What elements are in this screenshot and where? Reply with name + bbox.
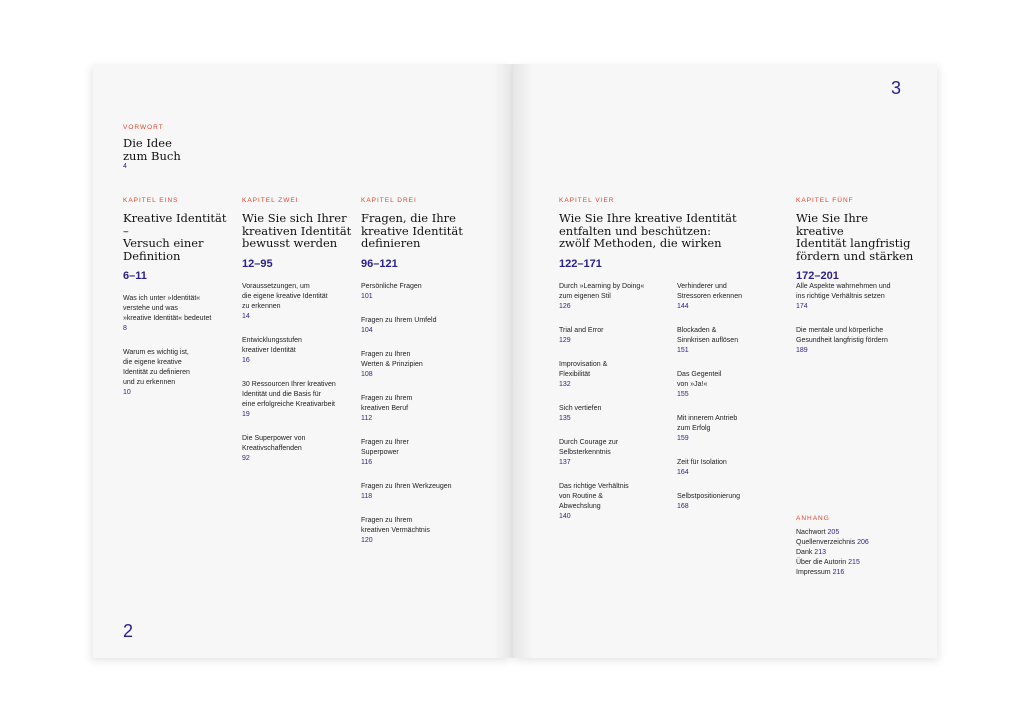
chapter-title-line: Fragen, die Ihre (361, 211, 456, 225)
chapter-label: KAPITEL DREI (361, 197, 417, 204)
anhang-item (796, 538, 916, 548)
toc-entry (677, 370, 787, 400)
anhang-item-page: 215 (848, 559, 860, 566)
toc-entry-text: die eigene kreative Identität (242, 292, 328, 300)
toc-entry-text: Sich vertiefen (559, 405, 602, 412)
toc-entry-text: Das richtige Verhältnis (559, 483, 629, 490)
chapter-2 (242, 197, 354, 464)
toc-entry-text: Fragen zu Ihrer (361, 438, 409, 446)
anhang-list (796, 528, 916, 578)
toc-entry-text: Was ich unter »Identität« (123, 295, 201, 302)
toc-entry-text: Sinnkrisen auflösen (677, 337, 739, 344)
toc-entry-text: von »Ja!« (677, 381, 708, 388)
chapter-range: 12–95 (242, 257, 273, 270)
toc-entry-text: Fragen zu Ihrem (361, 394, 413, 402)
toc-entry-text: Mit innerem Antrieb (677, 415, 738, 422)
kapitel-fuenf-list (796, 282, 921, 356)
toc-entry (361, 350, 473, 380)
chapter-1 (123, 197, 235, 398)
anhang-label: ANHANG (796, 515, 830, 522)
toc-entry-text: Warum es wichtig ist, (123, 349, 189, 356)
anhang-item (796, 548, 916, 558)
toc-entry-text: von Routine & (559, 493, 603, 500)
toc-entry-text: Die Superpower von (242, 434, 306, 442)
toc-entry-page: 129 (559, 337, 571, 344)
toc-entry-text: zum Erfolg (677, 425, 711, 432)
toc-entry-page: 108 (361, 370, 373, 378)
toc-entry-page: 155 (677, 391, 689, 398)
anhang-item-page: 205 (827, 529, 840, 536)
toc-entry (796, 326, 921, 356)
toc-entry-text: Das Gegenteil (677, 371, 722, 378)
toc-entry (559, 404, 669, 424)
kapitel-fuenf-header (796, 197, 916, 282)
toc-entry-page: 189 (796, 347, 808, 354)
toc-entry-text: Stressoren erkennen (677, 293, 742, 300)
toc-entry-page: 140 (559, 513, 571, 520)
toc-entry-page: 132 (559, 381, 571, 388)
toc-entry-text: Werten & Prinzipien (361, 360, 423, 368)
anhang-item-page: 213 (814, 549, 826, 556)
toc-entry-text: Zeit für Isolation (677, 459, 727, 466)
toc-entry-text: Verhinderer und (677, 283, 727, 290)
anhang-item-text: Quellenverzeichnis (796, 539, 856, 546)
toc-entry-text: Fragen zu Ihrem Umfeld (361, 316, 437, 324)
chapter-title-line: Kreative Identität – (123, 211, 227, 238)
anhang-item-page: 216 (832, 569, 845, 576)
chapter-title (123, 212, 235, 262)
chapter-title-line: definieren (361, 236, 421, 250)
toc-entry (677, 326, 787, 356)
toc-entry-text: Persönliche Fragen (361, 282, 422, 290)
toc-entry-text: ins richtige Verhältnis setzen (796, 293, 885, 300)
toc-entry (677, 458, 787, 478)
toc-entry (677, 414, 787, 444)
vorwort-title: Die Idee zum Buch (123, 136, 181, 163)
chapter-range: 96–121 (361, 257, 398, 270)
book-gutter (493, 64, 533, 658)
chapter-title-line: Definition (123, 248, 181, 263)
toc-entry-text: Improvisation & (559, 361, 608, 368)
anhang-item-text: Über die Autorin (796, 559, 847, 566)
kapitel-fuenf-range: 172–201 (796, 270, 839, 282)
toc-entry-page: 10 (123, 389, 131, 396)
chapter-title (361, 212, 473, 250)
toc-entry-page: 14 (242, 312, 250, 320)
chapter-title-line: Versuch einer (123, 236, 204, 250)
toc-entry (361, 438, 473, 468)
toc-entry (242, 434, 354, 464)
toc-entry-text: Identität und die Basis für (242, 390, 321, 398)
toc-entry-text: Selbstpositionierung (677, 493, 741, 500)
toc-entry (361, 482, 473, 502)
toc-entry-text: Alle Aspekte wahrnehmen und (796, 283, 891, 290)
toc-entry-page: 151 (677, 347, 689, 354)
toc-entry-page: 16 (242, 356, 250, 364)
anhang-item-text: Dank (796, 549, 813, 556)
anhang-item-text: Impressum (796, 569, 831, 576)
toc-entry-text: zum eigenen Stil (559, 293, 611, 300)
toc-entry-text: Durch Courage zur (559, 439, 619, 446)
toc-entry-text: eine erfolgreiche Kreativarbeit (242, 400, 335, 408)
toc-entry-page: 19 (242, 410, 250, 418)
toc-entry-text: »kreative Identität« bedeutet (123, 315, 212, 322)
anhang-item (796, 558, 916, 568)
toc-entry-page: 118 (361, 492, 373, 500)
vorwort-label: VORWORT (123, 124, 164, 131)
anhang-item-text: Nachwort (796, 529, 826, 536)
toc-entry (559, 282, 669, 312)
chapter-label: KAPITEL ZWEI (242, 197, 299, 204)
toc-entry-text: Blockaden & (677, 327, 717, 334)
toc-entry (361, 316, 473, 336)
toc-entry-page: 174 (796, 303, 808, 310)
kapitel-vier-header (559, 197, 779, 270)
toc-entry (559, 360, 669, 390)
chapter-title-line: Wie Sie sich Ihrer (242, 211, 347, 225)
toc-entry-text: die eigene kreative (123, 359, 182, 366)
chapter-title-line: bewusst werden (242, 236, 338, 250)
toc-entry-page: 135 (559, 415, 571, 422)
toc-entry-text: Durch »Learning by Doing« (559, 283, 645, 290)
toc-entry-page: 92 (242, 454, 250, 462)
toc-entry (559, 482, 669, 522)
toc-entry-text: verstehe und was (123, 305, 178, 312)
toc-entry-text: Abwechslung (559, 503, 601, 510)
kapitel-vier-title: Wie Sie Ihre kreative Identität entfalten und beschützen: zwölf Methoden, die wirken (559, 211, 737, 250)
toc-entry (123, 348, 235, 398)
toc-entry-page: 164 (677, 469, 689, 476)
toc-entry (242, 380, 354, 420)
toc-entry-text: Identität zu definieren (123, 369, 190, 376)
toc-entry-text: 30 Ressourcen Ihrer kreativen (242, 380, 336, 388)
anhang-item (796, 528, 916, 538)
toc-entry-page: 104 (361, 326, 373, 334)
kapitel-fuenf-label: KAPITEL FÜNF (796, 197, 854, 204)
toc-entry-page: 159 (677, 435, 689, 442)
toc-entry-page: 101 (361, 292, 373, 300)
toc-entry-page: 8 (123, 325, 127, 332)
chapter-title (242, 212, 354, 250)
toc-entry-page: 120 (361, 536, 373, 544)
toc-entry (361, 394, 473, 424)
toc-entry-text: kreativen Vermächtnis (361, 526, 430, 534)
anhang-item-page: 206 (857, 539, 869, 546)
toc-entry-text: Selbsterkenntnis (559, 449, 611, 456)
toc-entry-page: 168 (677, 503, 689, 510)
toc-entry-text: Fragen zu Ihren Werkzeugen (361, 482, 452, 490)
toc-entry (796, 282, 921, 312)
toc-entry-text: Flexibilität (559, 371, 591, 378)
toc-entry (361, 516, 473, 546)
toc-entry (559, 326, 669, 346)
anhang-item (796, 568, 916, 578)
toc-entry (559, 438, 669, 468)
toc-entry-page: 112 (361, 414, 373, 422)
toc-entry-page: 116 (361, 458, 373, 466)
toc-entry-text: zu erkennen (242, 302, 281, 310)
kapitel-vier-range: 122–171 (559, 257, 602, 270)
toc-entry-text: Fragen zu Ihren (361, 350, 411, 358)
toc-entry-page: 126 (559, 303, 571, 310)
vorwort-section (123, 124, 233, 172)
toc-entry (123, 294, 235, 334)
page-number-right: 3 (891, 78, 902, 98)
toc-entry-text: Die mentale und körperliche (796, 327, 884, 334)
toc-entry-text: Superpower (361, 448, 399, 456)
toc-entry (677, 282, 787, 312)
chapter-label: KAPITEL EINS (123, 197, 179, 204)
toc-entry-text: und zu erkennen (123, 379, 176, 386)
kapitel-fuenf-title: Wie Sie Ihre kreative Identität langfristig fördern und stärken (796, 211, 914, 263)
toc-entry-text: Entwicklungsstufen (242, 336, 302, 344)
toc-entry-text: Kreativschaffenden (242, 444, 302, 452)
toc-entry-text: Fragen zu Ihrem (361, 516, 413, 524)
anhang-section (796, 515, 916, 578)
toc-entry (242, 282, 354, 322)
page-number-left: 2 (123, 621, 134, 641)
kapitel-vier-list-a (559, 282, 669, 522)
toc-entry (677, 492, 787, 512)
toc-entry-page: 144 (677, 303, 689, 310)
kapitel-vier-list-b (677, 282, 787, 512)
chapter-3 (361, 197, 473, 546)
toc-entry-text: Trial and Error (559, 327, 604, 334)
chapter-entries (123, 294, 235, 398)
kapitel-vier-label: KAPITEL VIER (559, 197, 615, 204)
toc-entry-page: 137 (559, 459, 571, 466)
toc-entry-text: Voraussetzungen, um (242, 282, 310, 290)
toc-entry-text: Gesundheit langfristig fördern (796, 337, 888, 344)
chapter-range: 6–11 (123, 270, 147, 282)
toc-entry-text: kreativer Identität (242, 346, 296, 354)
chapter-title-line: kreative Identität (361, 223, 463, 238)
toc-entry (242, 336, 354, 366)
toc-entry-text: kreativen Beruf (361, 404, 409, 412)
toc-entry (361, 282, 473, 302)
chapter-entries (242, 282, 354, 464)
vorwort-page: 4 (123, 163, 127, 170)
chapter-entries (361, 282, 473, 546)
chapter-title-line: kreativen Identität (242, 223, 352, 238)
